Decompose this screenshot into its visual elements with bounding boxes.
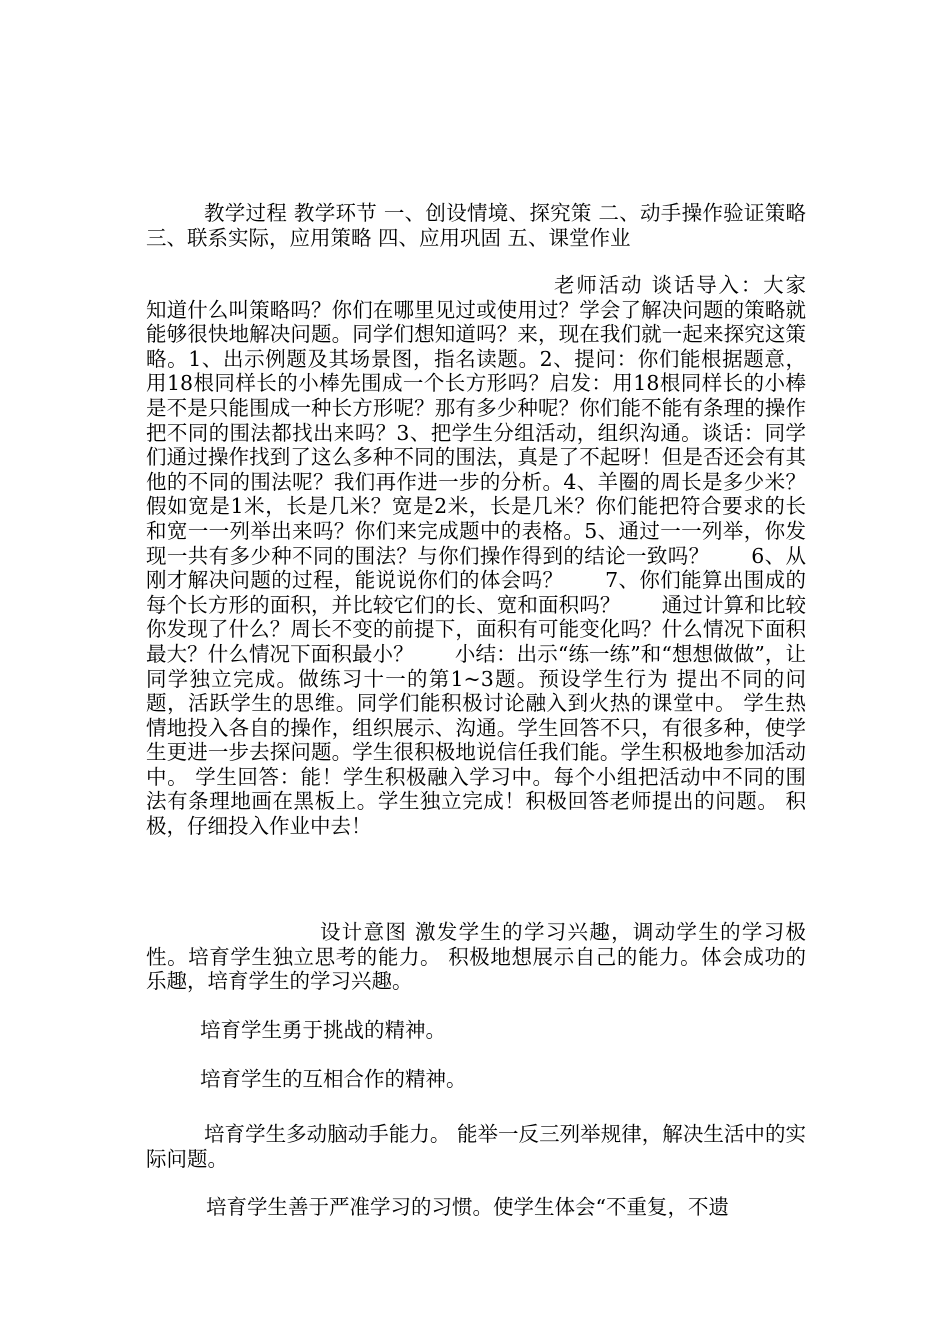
design-intent-paragraph: 设计意图 激发学生的学习兴趣，调动学生的学习极性。培育学生独立思考的能力。 积极地想展示自己的能力。体会成功的乐趣，培育学生的学习兴趣。 <box>146 920 806 994</box>
goal-paragraph-cooperation: 培育学生的互相合作的精神。 <box>200 1067 467 1091</box>
goal-paragraph-hands-on: 培育学生多动脑动手能力。 能举一反三列举规律，解决生活中的实际问题。 <box>146 1122 806 1171</box>
goal-paragraph-challenge: 培育学生勇于挑战的精神。 <box>200 1018 446 1042</box>
teacher-activity-paragraph: 老师活动 谈话导入：大家知道什么叫策略吗？你们在哪里见过或使用过？学会了解决问题的策略就能够很快地解决问题。同学们想知道吗？来，现在我们就一起来探究这策略。1、出示例题及其场景图，指名读题。2、提问：你们能根据题意，用18根同样长的小棒先围成一个长方形吗？启发：用18根同样长的小棒是不是只能围成一种长方形呢？那有多少种呢？你们能不能有条理的操作把不同的围法都找出来吗？3、把学生分组活动，组织沟通。谈话：同学们通过操作找到了这么多种不同的围法，真是了不起呀！但是否还会有其他的不同的围法呢？我们再作进一步的分析。4、羊圈的周长是多少米？假如宽是1米，长是几米？宽是2米，长是几米？你们能把符合要求的长和宽一一列举出来吗？你们来完成题中的表格。5、通过一一列举，你发现一共有多少种不同的围法？与你们操作得到的结论一致吗？ 6、从刚才解决问题的过程，能说说你们的体会吗？ 7、你们能算出围成的每个长方形的面积，并比较它们的长、宽和面积吗？ 通过计算和比较你发现了什么？周长不变的前提下，面积有可能变化吗？什么情况下面积最大？什么情况下面积最小？ 小结：出示“练一练”和“想想做做”，让同学独立完成。做练习十一的第1~3题。预设学生行为 提出不同的问题，活跃学生的思维。同学们能积极讨论融入到火热的课堂中。 学生热情地投入各自的操作，组织展示、沟通。学生回答不只，有很多种，使学生更进一步去探问题。学生很积极地说信任我们能。学生积极地参加活动中。 学生回答：能！学生积极融入学习中。每个小组把活动中不同的围法有条理地画在黑板上。学生独立完成！积极回答老师提出的问题。 积极，仔细投入作业中去！ <box>146 273 806 839</box>
goal-paragraph-habits: 培育学生善于严准学习的习惯。使学生体会“不重复，不遗 <box>206 1195 729 1219</box>
teaching-process-paragraph: 教学过程 教学环节 一、创设情境、探究策 二、动手操作验证策略 三、联系实际，应用策略 四、应用巩固 五、课堂作业 <box>146 201 806 250</box>
